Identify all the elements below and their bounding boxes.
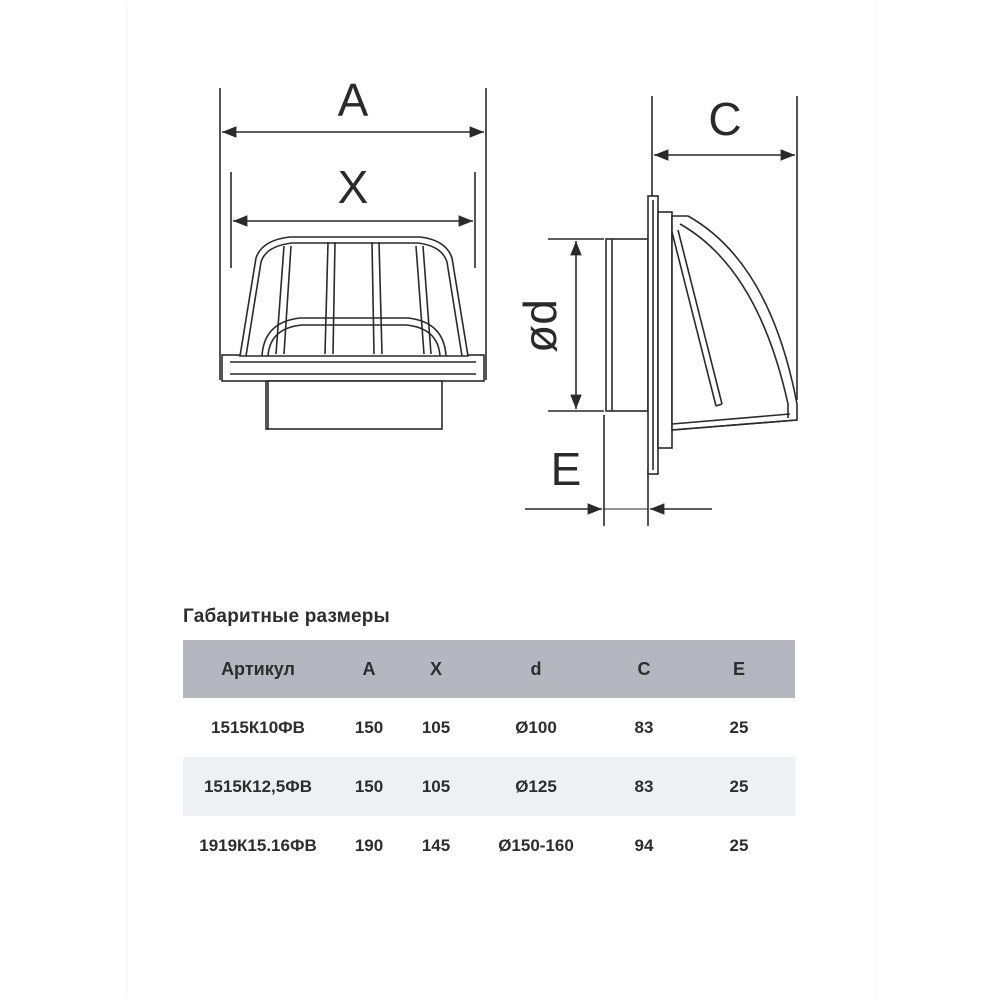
front-flange — [222, 355, 484, 381]
column-header-e: E — [732, 658, 745, 679]
table-header-row — [183, 640, 795, 698]
dimensions-table — [183, 640, 795, 875]
cell-e: 25 — [729, 835, 749, 855]
dimension-label-c: C — [708, 93, 742, 145]
column-header-d: d — [530, 658, 542, 679]
cell-x: 145 — [421, 835, 451, 855]
column-header-a: A — [362, 658, 376, 679]
side-hood — [672, 216, 797, 430]
cell-a: 190 — [354, 835, 384, 855]
cell-a: 150 — [354, 717, 384, 737]
dimension-label-x: X — [337, 161, 369, 213]
column-header-x: X — [429, 658, 442, 679]
table-row — [183, 698, 795, 757]
dimension-label-e: E — [550, 443, 582, 495]
cell-c: 83 — [634, 776, 654, 796]
cell-article: 1515К10ФВ — [211, 717, 305, 737]
column-header-article: Артикул — [221, 658, 295, 679]
cell-c: 83 — [634, 717, 654, 737]
front-view — [220, 88, 486, 429]
cell-a: 150 — [354, 776, 384, 796]
column-header-c: C — [637, 658, 651, 679]
table-row — [183, 757, 795, 816]
dimension-label-d: ød — [514, 299, 566, 353]
cell-d: Ø100 — [515, 717, 557, 737]
dimension-label-a: A — [337, 74, 369, 126]
front-spigot — [266, 381, 442, 429]
cell-x: 105 — [421, 776, 451, 796]
cell-x: 105 — [421, 717, 451, 737]
cell-article: 1919К15.16ФВ — [199, 835, 317, 855]
cell-e: 25 — [729, 717, 749, 737]
table-title: Габаритные размеры — [183, 606, 390, 627]
cell-d: Ø150-160 — [498, 835, 574, 855]
cell-c: 94 — [634, 835, 654, 855]
table-row — [183, 816, 795, 875]
cell-article: 1515К12,5ФВ — [203, 776, 313, 796]
cell-e: 25 — [729, 776, 749, 796]
cell-d: Ø125 — [515, 776, 557, 796]
